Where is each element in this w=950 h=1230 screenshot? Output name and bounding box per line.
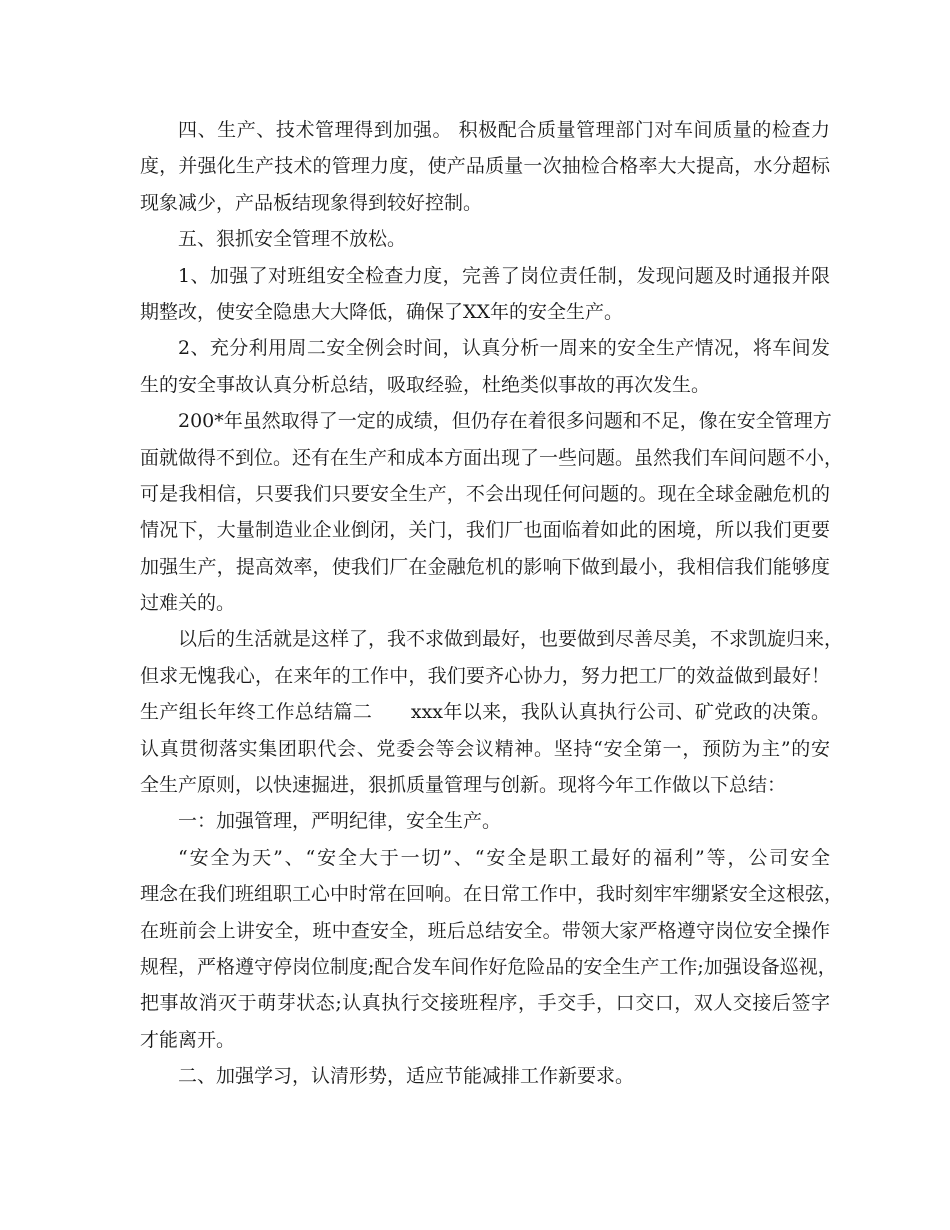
paragraph-line: 可是我相信，只要我们只要安全生产，不会出现任何问题的。现在全球金融危机的: [140, 482, 830, 505]
paragraph-line: 认真贯彻落实集团职代会、党委会等会议精神。坚持“安全第一，预防为主”的安: [140, 737, 830, 760]
paragraph-line: 但求无愧我心，在来年的工作中，我们要齐心协力，努力把工厂的效益做到最好！: [140, 664, 830, 687]
paragraph-line: 过难关的。: [140, 592, 236, 615]
paragraph-line: 面就做得不到位。还有在生产和成本方面出现了一些问题。虽然我们车间问题不小，: [140, 446, 844, 469]
paragraph-line: “安全为天”、“安全大于一切”、“安全是职工最好的福利”等，公司安全: [178, 846, 830, 869]
paragraph-line: 把事故消灭于萌芽状态;认真执行交接班程序，手交手，口交口，双人交接后签字: [140, 992, 830, 1015]
paragraph-line: 在班前会上讲安全，班中查安全，班后总结安全。带领大家严格遵守岗位安全操作: [140, 919, 830, 942]
paragraph-line: 全生产原则，以快速掘进，狠抓质量管理与创新。现将今年工作做以下总结：: [140, 774, 787, 797]
paragraph-line: 2、充分利用周二安全例会时间，认真分析一周来的安全生产情况，将车间发: [178, 337, 830, 360]
paragraph-line: 以后的生活就是这样了，我不求做到最好，也要做到尽善尽美，不求凯旋归来，: [178, 628, 844, 651]
paragraph-line: 才能离开。: [140, 1028, 236, 1051]
paragraph-line: 现象减少，产品板结现象得到较好控制。: [140, 191, 483, 214]
section-heading: 二、加强学习，认清形势，适应节能减排工作新要求。: [178, 1065, 635, 1088]
paragraph-line: 度，并强化生产技术的管理力度，使产品质量一次抽检合格率大大提高，水分超标: [140, 155, 830, 178]
section-heading: 一：加强管理，严明纪律，安全生产。: [178, 810, 502, 833]
article-title-line: 生产组长年终工作总结篇二 xxx年以来，我队认真执行公司、矿党政的决策。: [140, 701, 830, 724]
paragraph-line: 加强生产，提高效率，使我们厂在金融危机的影响下做到最小，我相信我们能够度: [140, 555, 830, 578]
paragraph-line: 规程，严格遵守停岗位制度;配合发车间作好危险品的安全生产工作;加强设备巡视，: [140, 955, 837, 978]
paragraph-line: 生的安全事故认真分析总结，吸取经验，杜绝类似事故的再次发生。: [140, 373, 711, 396]
paragraph-line: 理念在我们班组职工心中时常在回响。在日常工作中，我时刻牢牢绷紧安全这根弦，: [140, 883, 844, 906]
paragraph-line: 期整改，使安全隐患大大降低，确保了XX年的安全生产。: [140, 300, 624, 323]
paragraph-line: 200*年虽然取得了一定的成绩，但仍存在着很多问题和不足，像在安全管理方: [178, 410, 832, 433]
paragraph-line: 情况下，大量制造业企业倒闭，关门，我们厂也面临着如此的困境，所以我们更要: [140, 519, 830, 542]
document-body: [140, 112, 844, 1095]
section-heading: 五、狠抓安全管理不放松。: [178, 228, 407, 251]
paragraph-line: 四、生产、技术管理得到加强。 积极配合质量管理部门对车间质量的检查力: [178, 119, 830, 141]
paragraph-line: 1、加强了对班组安全检查力度，完善了岗位责任制，发现问题及时通报并限: [178, 264, 830, 287]
